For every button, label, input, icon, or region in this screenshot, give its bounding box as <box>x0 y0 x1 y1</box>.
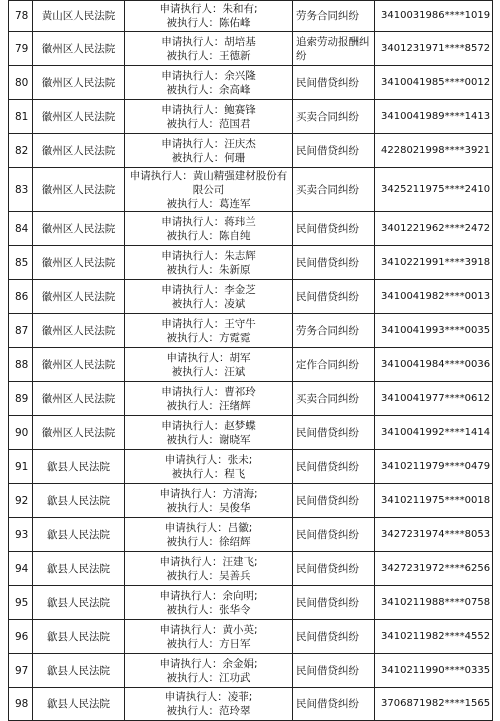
parties-cell <box>125 348 293 382</box>
parties-cell <box>125 1 293 32</box>
applicant-name: 余兴隆 <box>224 69 256 82</box>
parties-cell <box>125 450 293 484</box>
applicant-label: 申请执行人： <box>159 3 223 15</box>
applicant-line <box>127 623 290 637</box>
respondent-label: 被执行人： <box>166 263 219 276</box>
applicant-name: 鲍赛锋 <box>224 103 256 116</box>
case-type: 民间借贷纠纷 <box>293 518 375 552</box>
parties-cell <box>125 586 293 620</box>
id-number: 3427231974****8053 <box>375 518 493 552</box>
applicant-name: 张未; <box>227 453 253 466</box>
court-name: 歙县人民法院 <box>33 552 125 586</box>
respondent-line <box>127 467 290 481</box>
applicant-name: 汪庆杰 <box>224 137 256 150</box>
id-number: 3410041985****0012 <box>375 66 493 100</box>
respondent-line <box>127 671 290 685</box>
applicant-line <box>127 690 290 704</box>
applicant-name: 朱志辉 <box>224 249 256 262</box>
court-name: 徽州区人民法院 <box>33 348 125 382</box>
id-number: 3410041984****0036 <box>375 348 493 382</box>
table-row <box>9 212 493 246</box>
respondent-name: 方日军 <box>219 637 251 650</box>
respondent-label: 被执行人： <box>166 17 219 29</box>
row-number: 96 <box>9 620 33 654</box>
row-number: 98 <box>9 688 33 721</box>
enforcement-list-table <box>8 0 493 721</box>
applicant-label: 申请执行人： <box>161 283 225 296</box>
respondent-line <box>127 49 290 63</box>
case-type: 民间借贷纠纷 <box>293 134 375 168</box>
respondent-label: 被执行人： <box>166 49 219 62</box>
case-type: 民间借贷纠纷 <box>293 552 375 586</box>
respondent-label: 被执行人： <box>171 365 225 378</box>
parties-cell <box>125 620 293 654</box>
row-number: 82 <box>9 134 33 168</box>
respondent-label: 被执行人： <box>171 151 225 164</box>
respondent-label: 被执行人： <box>166 637 219 650</box>
applicant-name: 吕徽; <box>227 521 253 534</box>
respondent-line <box>127 704 290 718</box>
applicant-name: 蒋玮兰 <box>224 215 256 228</box>
id-number: 3427231972****6256 <box>375 552 493 586</box>
respondent-label: 被执行人： <box>171 297 225 310</box>
court-name: 歙县人民法院 <box>33 586 125 620</box>
respondent-name: 陈佑峰 <box>219 17 251 29</box>
row-number: 88 <box>9 348 33 382</box>
respondent-line <box>127 263 290 277</box>
court-name: 徽州区人民法院 <box>33 246 125 280</box>
row-number: 79 <box>9 32 33 66</box>
respondent-label: 被执行人： <box>166 705 219 717</box>
table-row <box>9 348 493 382</box>
parties-cell <box>125 552 293 586</box>
respondent-name: 张华令 <box>219 603 251 616</box>
respondent-line <box>127 331 290 345</box>
case-type: 劳务合同纠纷 <box>293 1 375 32</box>
respondent-label: 被执行人： <box>171 467 225 480</box>
id-number: 3410041992****1414 <box>375 416 493 450</box>
applicant-name: 方清海; <box>222 487 258 500</box>
applicant-line <box>127 351 290 365</box>
id-number: 3410041989****1413 <box>375 100 493 134</box>
row-number: 85 <box>9 246 33 280</box>
table-row <box>9 518 493 552</box>
applicant-name: 朱和有; <box>222 3 258 15</box>
applicant-label: 申请执行人： <box>161 215 225 228</box>
applicant-name: 黄山精强建材股份有限公司 <box>192 169 288 196</box>
case-type: 民间借贷纠纷 <box>293 450 375 484</box>
row-number: 86 <box>9 280 33 314</box>
parties-cell <box>125 66 293 100</box>
table-row <box>9 688 493 721</box>
applicant-line <box>127 487 290 501</box>
respondent-label: 被执行人： <box>166 331 219 344</box>
respondent-label: 被执行人： <box>166 83 219 96</box>
table-row <box>9 32 493 66</box>
row-number: 95 <box>9 586 33 620</box>
case-type: 民间借贷纠纷 <box>293 484 375 518</box>
respondent-label: 被执行人： <box>166 569 219 582</box>
case-type: 民间借贷纠纷 <box>293 654 375 688</box>
parties-cell <box>125 134 293 168</box>
parties-cell <box>125 416 293 450</box>
id-number: 3706871982****1565 <box>375 688 493 721</box>
applicant-label: 申请执行人： <box>161 103 225 116</box>
applicant-line <box>127 657 290 671</box>
parties-cell <box>125 32 293 66</box>
applicant-line <box>127 2 290 16</box>
court-name: 黄山区人民法院 <box>33 1 125 32</box>
applicant-line <box>127 35 290 49</box>
case-type: 民间借贷纠纷 <box>293 246 375 280</box>
applicant-line <box>127 137 290 151</box>
parties-cell <box>125 212 293 246</box>
applicant-line <box>127 419 290 433</box>
row-number: 93 <box>9 518 33 552</box>
respondent-label: 被执行人： <box>166 117 219 130</box>
respondent-label: 被执行人： <box>166 671 219 684</box>
case-type: 买卖合同纠纷 <box>293 100 375 134</box>
table-row <box>9 66 493 100</box>
respondent-line <box>127 535 290 549</box>
respondent-line <box>127 197 290 211</box>
id-number: 3410211975****0018 <box>375 484 493 518</box>
applicant-line <box>127 589 290 603</box>
applicant-label: 申请执行人： <box>159 657 223 670</box>
applicant-label: 申请执行人： <box>159 589 223 602</box>
applicant-line <box>127 69 290 83</box>
table-row <box>9 1 493 32</box>
table-row <box>9 450 493 484</box>
respondent-name: 朱新原 <box>219 263 251 276</box>
applicant-label: 申请执行人： <box>161 35 225 48</box>
case-type: 买卖合同纠纷 <box>293 382 375 416</box>
row-number: 83 <box>9 168 33 212</box>
parties-cell <box>125 484 293 518</box>
case-type: 民间借贷纠纷 <box>293 280 375 314</box>
applicant-label: 申请执行人： <box>129 169 193 182</box>
enforcement-list-table-wrapper <box>8 0 492 721</box>
table-row <box>9 314 493 348</box>
respondent-name: 凌斌 <box>224 297 246 310</box>
table-row <box>9 484 493 518</box>
table-body <box>9 1 493 721</box>
row-number: 80 <box>9 66 33 100</box>
id-number: 3401231971****8572 <box>375 32 493 66</box>
court-name: 歙县人民法院 <box>33 450 125 484</box>
respondent-name: 葛连军 <box>219 197 251 210</box>
court-name: 徽州区人民法院 <box>33 314 125 348</box>
id-number: 3410211979****0479 <box>375 450 493 484</box>
id-number: 3410041982****0013 <box>375 280 493 314</box>
respondent-line <box>127 151 290 165</box>
applicant-label: 申请执行人： <box>161 317 225 330</box>
id-number: 3410031986****1019 <box>375 1 493 32</box>
respondent-name: 徐绍辉 <box>219 535 251 548</box>
applicant-name: 李金芝 <box>224 283 256 296</box>
applicant-label: 申请执行人： <box>161 69 225 82</box>
id-number: 3410211982****4552 <box>375 620 493 654</box>
applicant-name: 胡军 <box>229 351 251 364</box>
applicant-name: 汪建飞; <box>222 555 258 568</box>
respondent-line <box>127 83 290 97</box>
respondent-line <box>127 569 290 583</box>
applicant-label: 申请执行人： <box>161 385 225 398</box>
row-number: 92 <box>9 484 33 518</box>
respondent-name: 陈自纯 <box>219 229 251 242</box>
applicant-label: 申请执行人： <box>159 555 223 568</box>
case-type: 买卖合同纠纷 <box>293 168 375 212</box>
row-number: 94 <box>9 552 33 586</box>
id-number: 3410041993****0035 <box>375 314 493 348</box>
row-number: 91 <box>9 450 33 484</box>
respondent-name: 范玲翠 <box>219 705 251 717</box>
applicant-label: 申请执行人： <box>166 351 230 364</box>
respondent-name: 程飞 <box>224 467 246 480</box>
respondent-line <box>127 297 290 311</box>
respondent-label: 被执行人： <box>166 229 219 242</box>
applicant-label: 申请执行人： <box>161 419 225 432</box>
respondent-name: 何珊 <box>224 151 246 164</box>
parties-cell <box>125 280 293 314</box>
applicant-name: 余向明; <box>222 589 258 602</box>
case-type: 民间借贷纠纷 <box>293 416 375 450</box>
respondent-name: 江功武 <box>219 671 251 684</box>
respondent-line <box>127 501 290 515</box>
respondent-line <box>127 16 290 30</box>
parties-cell <box>125 518 293 552</box>
id-number: 3425211975****2410 <box>375 168 493 212</box>
respondent-name: 吴俊华 <box>219 501 251 514</box>
respondent-line <box>127 399 290 413</box>
table-row <box>9 620 493 654</box>
applicant-name: 赵梦蝶 <box>224 419 256 432</box>
row-number: 89 <box>9 382 33 416</box>
respondent-line <box>127 229 290 243</box>
respondent-line <box>127 637 290 651</box>
id-number: 3410211990****0335 <box>375 654 493 688</box>
respondent-label: 被执行人： <box>166 399 219 412</box>
applicant-label: 申请执行人： <box>161 137 225 150</box>
row-number: 78 <box>9 1 33 32</box>
parties-cell <box>125 688 293 721</box>
table-row <box>9 552 493 586</box>
applicant-line <box>127 555 290 569</box>
applicant-line <box>127 453 290 467</box>
court-name: 歙县人民法院 <box>33 484 125 518</box>
table-row <box>9 586 493 620</box>
parties-cell <box>125 314 293 348</box>
respondent-label: 被执行人： <box>166 603 219 616</box>
respondent-line <box>127 603 290 617</box>
id-number: 3401221962****2472 <box>375 212 493 246</box>
case-type: 定作合同纠纷 <box>293 348 375 382</box>
parties-cell <box>125 100 293 134</box>
court-name: 徽州区人民法院 <box>33 66 125 100</box>
parties-cell <box>125 246 293 280</box>
applicant-name: 胡培基 <box>224 35 256 48</box>
applicant-name: 余金娟; <box>222 657 258 670</box>
respondent-name: 吴善兵 <box>219 569 251 582</box>
case-type: 追索劳动报酬纠纷 <box>293 32 375 66</box>
applicant-label: 申请执行人： <box>164 691 228 703</box>
respondent-label: 被执行人： <box>166 501 219 514</box>
applicant-line <box>127 283 290 297</box>
court-name: 徽州区人民法院 <box>33 168 125 212</box>
row-number: 84 <box>9 212 33 246</box>
case-type: 民间借贷纠纷 <box>293 688 375 721</box>
row-number: 90 <box>9 416 33 450</box>
court-name: 歙县人民法院 <box>33 654 125 688</box>
court-name: 徽州区人民法院 <box>33 100 125 134</box>
court-name: 徽州区人民法院 <box>33 280 125 314</box>
parties-cell <box>125 654 293 688</box>
court-name: 徽州区人民法院 <box>33 382 125 416</box>
court-name: 徽州区人民法院 <box>33 212 125 246</box>
table-row <box>9 134 493 168</box>
table-row <box>9 280 493 314</box>
respondent-name: 范国君 <box>219 117 251 130</box>
table-row <box>9 654 493 688</box>
court-name: 歙县人民法院 <box>33 518 125 552</box>
court-name: 徽州区人民法院 <box>33 134 125 168</box>
table-row <box>9 100 493 134</box>
respondent-name: 余高峰 <box>219 83 251 96</box>
case-type: 民间借贷纠纷 <box>293 66 375 100</box>
applicant-line <box>127 317 290 331</box>
case-type: 民间借贷纠纷 <box>293 620 375 654</box>
parties-cell <box>125 168 293 212</box>
applicant-label: 申请执行人： <box>161 249 225 262</box>
row-number: 87 <box>9 314 33 348</box>
court-name: 歙县人民法院 <box>33 620 125 654</box>
respondent-line <box>127 365 290 379</box>
applicant-line <box>127 385 290 399</box>
applicant-label: 申请执行人： <box>164 521 228 534</box>
respondent-label: 被执行人： <box>166 535 219 548</box>
parties-cell <box>125 382 293 416</box>
row-number: 97 <box>9 654 33 688</box>
respondent-line <box>127 433 290 447</box>
applicant-line <box>127 169 290 197</box>
applicant-label: 申请执行人： <box>159 487 223 500</box>
respondent-label: 被执行人： <box>166 197 219 210</box>
id-number: 3410211988****0758 <box>375 586 493 620</box>
applicant-name: 曹祁玲 <box>224 385 256 398</box>
id-number: 4228021998****3921 <box>375 134 493 168</box>
respondent-label: 被执行人： <box>166 433 219 446</box>
applicant-name: 黄小英; <box>222 623 258 636</box>
applicant-line <box>127 215 290 229</box>
court-name: 徽州区人民法院 <box>33 32 125 66</box>
applicant-line <box>127 249 290 263</box>
applicant-name: 凌菲; <box>227 691 253 703</box>
table-row <box>9 382 493 416</box>
case-type: 民间借贷纠纷 <box>293 586 375 620</box>
table-row <box>9 416 493 450</box>
id-number: 3410041977****0612 <box>375 382 493 416</box>
case-type: 劳务合同纠纷 <box>293 314 375 348</box>
court-name: 徽州区人民法院 <box>33 416 125 450</box>
case-type: 民间借贷纠纷 <box>293 212 375 246</box>
respondent-name: 汪绪辉 <box>219 399 251 412</box>
respondent-name: 汪斌 <box>224 365 246 378</box>
respondent-name: 方霓霓 <box>219 331 251 344</box>
respondent-name: 王德新 <box>219 49 251 62</box>
table-row <box>9 168 493 212</box>
id-number: 3410221991****3918 <box>375 246 493 280</box>
table-row <box>9 246 493 280</box>
applicant-line <box>127 521 290 535</box>
respondent-line <box>127 117 290 131</box>
applicant-label: 申请执行人： <box>164 453 228 466</box>
court-name: 歙县人民法院 <box>33 688 125 721</box>
row-number: 81 <box>9 100 33 134</box>
applicant-name: 王守牛 <box>224 317 256 330</box>
respondent-name: 谢晓军 <box>219 433 251 446</box>
applicant-line <box>127 103 290 117</box>
applicant-label: 申请执行人： <box>159 623 223 636</box>
